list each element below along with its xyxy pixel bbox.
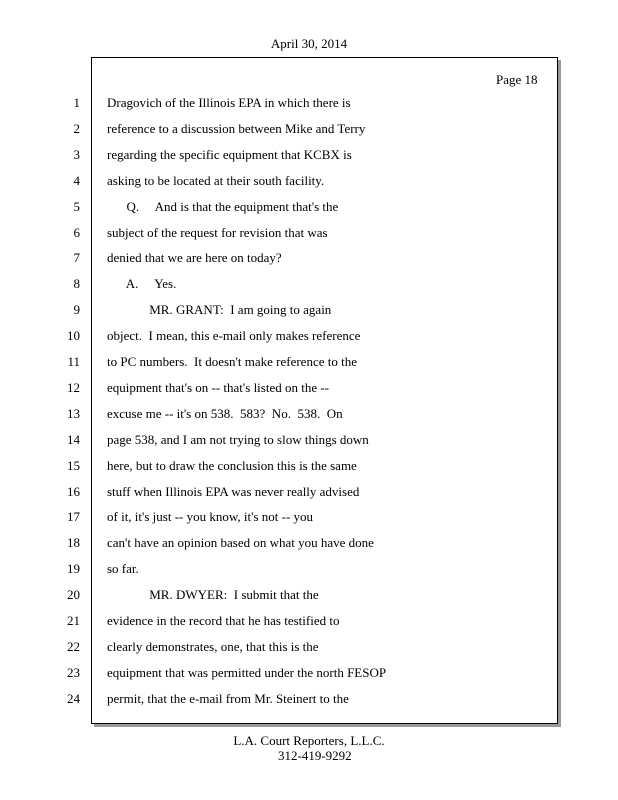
line-number: 11: [67, 354, 80, 369]
line-text: clearly demonstrates, one, that this is the: [107, 639, 319, 654]
line-number: 21: [67, 613, 80, 628]
footer-phone: 312-419-9292: [278, 748, 352, 763]
line-number: 4: [73, 173, 80, 188]
line-number: 6: [73, 225, 80, 240]
line-text: page 538, and I am not trying to slow things down: [107, 432, 369, 447]
line-number: 13: [67, 406, 80, 421]
line-text: regarding the specific equipment that KCBX is: [107, 147, 352, 162]
line-text: subject of the request for revision that was: [107, 225, 328, 240]
line-number: 14: [67, 432, 80, 447]
line-number: 22: [67, 639, 80, 654]
line-number: 9: [73, 302, 80, 317]
line-text: MR. DWYER: I submit that the: [107, 587, 319, 602]
line-text: excuse me -- it's on 538. 583? No. 538. On: [107, 406, 343, 421]
line-text: stuff when Illinois EPA was never really advised: [107, 484, 360, 499]
line-text: denied that we are here on today?: [107, 250, 282, 265]
line-text: reference to a discussion between Mike and Terry: [107, 121, 366, 136]
line-text: of it, it's just -- you know, it's not -- you: [107, 509, 314, 524]
line-text: evidence in the record that he has testified to: [107, 613, 340, 628]
line-text: asking to be located at their south facility.: [107, 173, 325, 188]
line-number: 23: [67, 665, 80, 680]
line-text: A. Yes.: [107, 276, 177, 291]
page-number: Page 18: [496, 72, 538, 87]
line-text: equipment that was permitted under the north FESOP: [107, 665, 387, 680]
line-text: object. I mean, this e-mail only makes reference: [107, 328, 361, 343]
line-number: 12: [67, 380, 80, 395]
line-number: 7: [73, 250, 80, 265]
line-text: Dragovich of the Illinois EPA in which there is: [107, 95, 351, 110]
line-number: 10: [67, 328, 80, 343]
line-number: 3: [73, 147, 80, 162]
line-text: here, but to draw the conclusion this is the same: [107, 458, 357, 473]
line-number: 8: [73, 276, 80, 291]
line-number: 17: [67, 509, 80, 524]
line-text: MR. GRANT: I am going to again: [107, 302, 332, 317]
line-text: can't have an opinion based on what you have done: [107, 535, 374, 550]
line-number: 15: [67, 458, 80, 473]
line-number: 20: [67, 587, 80, 602]
line-number: 16: [67, 484, 80, 499]
line-text: permit, that the e-mail from Mr. Steinert to the: [107, 691, 349, 706]
line-text: to PC numbers. It doesn't make reference to the: [107, 354, 357, 369]
line-number: 5: [73, 199, 80, 214]
line-text: so far.: [107, 561, 139, 576]
line-number: 18: [67, 535, 80, 550]
footer-company: L.A. Court Reporters, L.L.C.: [233, 733, 385, 748]
line-text: Q. And is that the equipment that's the: [107, 199, 339, 214]
transcript-date: April 30, 2014: [270, 36, 348, 51]
line-number: 2: [73, 121, 80, 136]
line-number: 19: [67, 561, 80, 576]
line-number: 1: [73, 95, 80, 110]
line-number: 24: [67, 691, 80, 706]
line-text: equipment that's on -- that's listed on the --: [107, 380, 330, 395]
